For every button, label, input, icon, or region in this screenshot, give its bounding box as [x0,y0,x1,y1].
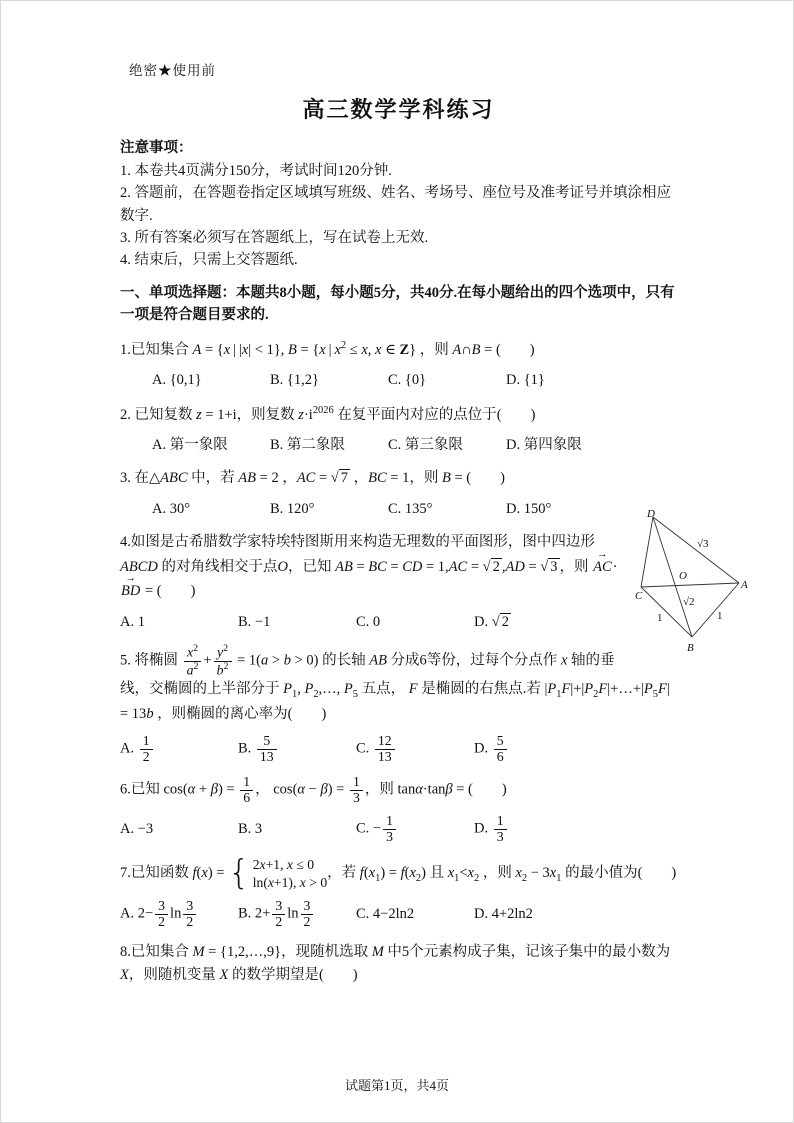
question-5-option-c: C. $\frac{12}{13}$ [356,734,474,765]
notice-item-2: 2. 答题前，在答题卷指定区域填写班级、姓名、考场号、座位号及准考证号并填涂相应数字. [120,185,671,224]
question-6-option-b: B. 3 [238,821,263,838]
question-7-stem: 7.已知函数 f(x) = { 2x+1, x ≤ 0 ln(x+1), x > 0 ，若 $f(x_1) = f(x_2)$ 且 $x_1<x_2$ ，则 $x_2 - 3x_1$ 的最小值为( ) [120,853,677,894]
figure-label-sqrt3: √3 [697,538,709,551]
question-2-stem: 2. 已知复数 z = 1+i，则复数 $z\cdot i^{2026}$ 在复平面内对应的点位于( ) [120,404,536,423]
question-2-options [120,434,677,456]
question-7-options [120,899,677,930]
quadrilateral-figure [635,509,753,659]
question-1-option-a: A. {0,1} [152,372,202,389]
notice-block [120,137,677,272]
notice-item-1: 1. 本卷共4页满分150分，考试时间120分钟. [120,162,392,179]
question-7 [120,853,677,930]
question-3-option-c: C. 135° [388,500,433,517]
question-3-options [120,498,677,520]
section-heading: 一、单项选择题：本题共8小题，每小题5分，共40分.在每小题给出的四个选项中，只有一项是符合题目要求的. [120,284,675,324]
question-5-option-b: B. $\frac{5}{13}$ [238,734,356,765]
question-1-option-d: D. {1} [506,372,545,389]
figure-point-o: O [679,570,687,583]
question-3-option-d: D. 150° [506,500,552,517]
question-4-option-b: B. −1 [238,613,271,630]
figure-vertex-d: D [647,509,655,521]
question-7-option-d: D. 4+2ln2 [474,906,533,923]
notice-item-3: 3. 所有答案必须写在答题纸上，写在试卷上无效. [120,229,429,246]
question-2-option-d: D. 第四象限 [506,436,582,453]
question-3-option-a: A. 30° [152,500,191,517]
question-1-option-b: B. {1,2} [270,372,319,389]
figure-label-one-left: 1 [657,612,663,625]
figure-label-sqrt2: √2 [683,596,695,609]
question-7-option-c: C. 4−2ln2 [356,906,415,923]
question-7-option-a: A. 2− $\frac{3}{2}$ ln $\frac{3}{2}$ [120,899,238,930]
question-1-option-c: C. {0} [388,372,427,389]
question-3-stem: 3. 在△ABC 中，若 AB = 2 ，AC = √ 7 ，BC = 1，则 B = ( ) [120,470,505,487]
question-5-option-d: D. $\frac{5}{6}$ [474,734,592,765]
question-7-option-b: B. 2+ $\frac{3}{2}$ ln $\frac{3}{2}$ [238,899,356,930]
question-4 [120,509,748,655]
question-1-stem: 1.已知集合 A = {x | |x| < 1}, B = {x | $x^2 \le x$, x ∈ Z} ，则 A∩B = ( ) [120,339,535,358]
security-label: 绝密★使用前 [129,63,216,78]
page-footer: 试题第1页，共4页 [344,1077,449,1093]
question-6-option-a: A. −3 [120,821,154,838]
question-5-options [120,734,677,765]
question-6-option-d: D. $\frac{1}{3}$ [474,814,592,845]
question-4-option-a: A. 1 [120,613,145,630]
question-5 [120,644,677,764]
question-1 [120,338,677,392]
question-5-option-a: A. $\frac{1}{2}$ [120,734,238,765]
question-6-option-c: C. − $\frac{1}{3}$ [356,814,474,845]
question-4-stem: 4.如图是古希腊数学家特埃特图斯用来构造无理数的平面图形，图中四边形 ABCD 的对角线相交于点O，已知 AB = BC = CD = 1,AC = √ 2 ,AD = √ 3 ，则 AC →·BD → = ( ) [120,531,677,602]
question-2-option-c: C. 第三象限 [388,436,463,453]
question-3 [120,467,677,520]
page-title: 高三数学学科练习 [302,97,495,122]
question-6-stem: 6.已知 cos(α + β) = $\frac{1}{6}$ ， cos(α − β) = $\frac{1}{3}$ ，则 tanα·tanβ = ( ) [120,774,507,806]
notice-heading: 注意事项： [120,140,193,157]
question-2 [120,403,677,457]
question-1-options [120,369,677,391]
figure-vertex-a: A [741,579,748,592]
notice-item-4: 4. 结束后，只需上交答题纸. [120,252,298,269]
question-3-option-b: B. 120° [270,500,315,517]
question-6-options [120,814,677,845]
figure-vertex-b: B [687,642,694,655]
question-6 [120,775,677,845]
question-2-option-a: A. 第一象限 [152,436,228,453]
quadrilateral-figure-svg [635,509,753,659]
question-2-option-b: B. 第二象限 [270,436,345,453]
question-8-stem: 8.已知集合 M = {1,2,…,9}，现随机选取 M 中5个元素构成子集，记该子集中的最小数为 X，则随机变量 X 的数学期望是( ) [120,944,671,983]
figure-vertex-c: C [635,590,643,603]
question-4-option-d: D. √ 2 [474,613,509,630]
page-content [1,1,793,986]
question-4-options [120,611,625,633]
figure-label-one-right: 1 [717,610,723,623]
question-4-option-c: C. 0 [356,613,381,630]
question-8 [120,941,677,986]
question-5-stem: 5. 将椭圆 $\frac{x^2}{a^2}$ + $\frac{y^2}{b^2}$ = 1(a > b > 0) 的长轴 AB 分成6等份，过每个分点作 x 轴的垂线，交椭圆的上半部分于 $P_1$, $P_2,\dots$, $P_5$ 五点， F 是椭圆的右焦点.若 $|P_1F|+|P_2F|+\dots+|P_5F| = 13b$ ，则椭圆的离心率为( ) [120,643,670,723]
